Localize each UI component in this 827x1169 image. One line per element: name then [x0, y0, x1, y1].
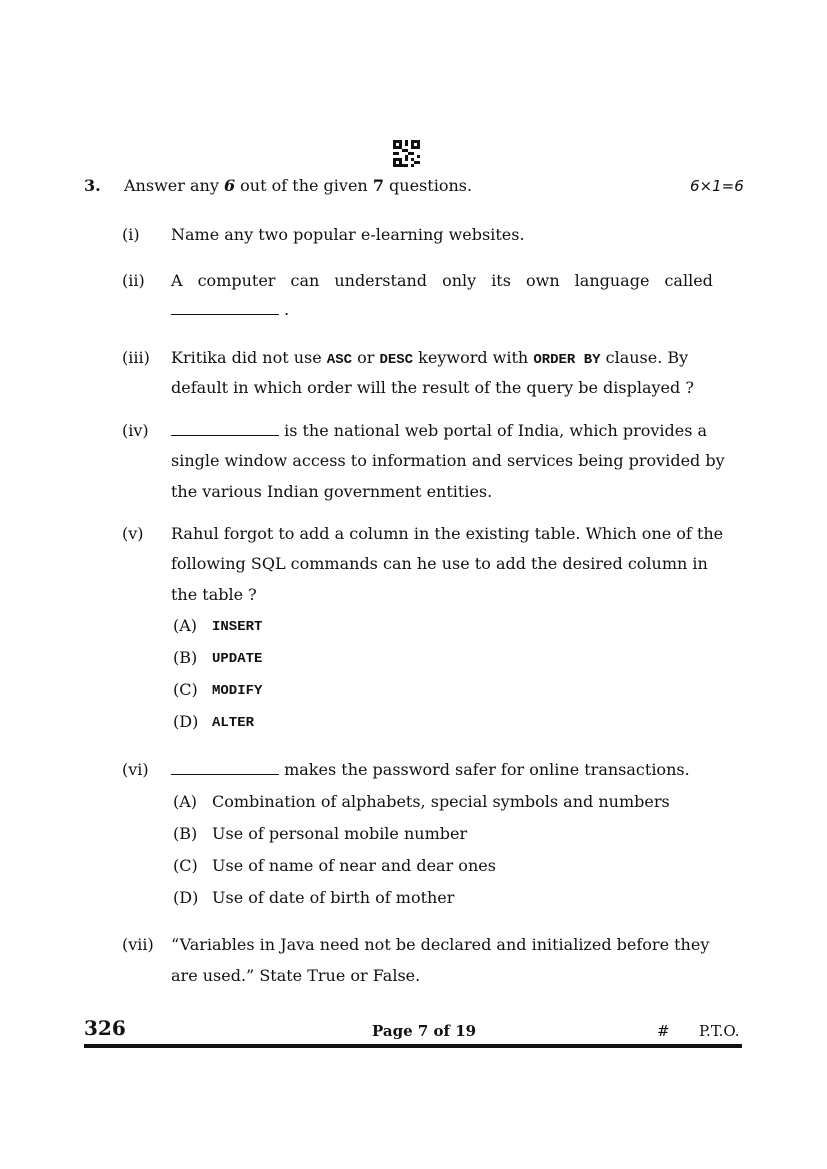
item-text-line3: the table ? — [171, 585, 257, 604]
word: can — [290, 271, 320, 290]
item-text-line2: following SQL commands can he use to add the desired column in — [171, 554, 708, 573]
item-label: (i) — [122, 225, 140, 244]
instruction-text: Answer any — [124, 176, 224, 195]
question-instruction — [124, 176, 472, 196]
word: its — [491, 271, 511, 290]
option-text: Use of date of birth of mother — [212, 888, 455, 907]
option-text: Use of name of near and dear ones — [212, 856, 496, 875]
fill-blank-line — [171, 300, 289, 320]
option-text: UPDATE — [212, 651, 263, 667]
keyword-order-by: ORDER BY — [533, 352, 601, 368]
item-text — [171, 271, 713, 291]
item-label: (iv) — [122, 421, 149, 440]
item-text — [171, 348, 688, 370]
option-text: INSERT — [212, 619, 263, 635]
blank — [171, 760, 279, 775]
hash-mark: # — [657, 1022, 670, 1040]
item-label: (v) — [122, 524, 144, 543]
option-key: (B) — [173, 648, 198, 667]
option-text: MODIFY — [212, 683, 263, 699]
word: own — [525, 271, 560, 290]
option-key: (C) — [173, 856, 198, 875]
option-key: (B) — [173, 824, 198, 843]
word: only — [442, 271, 477, 290]
item-text-line2: single window access to information and services being provided by — [171, 451, 725, 470]
item-text: “Variables in Java need not be declared and initialized before they — [171, 935, 710, 954]
option-key: (A) — [173, 792, 198, 811]
marks-scheme: 6×1=6 — [690, 177, 744, 195]
option-text: Combination of alphabets, special symbols and numbers — [212, 792, 670, 811]
instruction-count: 6 — [223, 176, 236, 195]
option-text: Use of personal mobile number — [212, 824, 468, 843]
keyword-desc: DESC — [379, 352, 414, 368]
qr-code-icon — [393, 140, 420, 167]
page-number: Page 7 of 19 — [372, 1022, 477, 1040]
word: A — [171, 271, 183, 290]
item-label: (iii) — [122, 348, 150, 367]
option-key: (D) — [173, 712, 199, 731]
item-text-line3: the various Indian government entities. — [171, 482, 493, 501]
item-text-line2: default in which order will the result of the query be displayed ? — [171, 378, 694, 397]
option-key: (A) — [173, 616, 198, 635]
instruction-text: out of the given — [235, 176, 373, 195]
blank — [171, 300, 279, 315]
item-text: Rahul forgot to add a column in the existing table. Which one of the — [171, 524, 724, 543]
pto-text: P.T.O. — [699, 1022, 740, 1040]
item-text-end: . — [279, 300, 290, 319]
item-text — [171, 760, 690, 780]
paper-code: 326 — [84, 1016, 126, 1040]
item-text-line2: are used.” State True or False. — [171, 966, 421, 985]
text-run: clause. By — [600, 348, 689, 367]
item-label: (vi) — [122, 760, 149, 779]
word: computer — [197, 271, 276, 290]
word: understand — [334, 271, 428, 290]
text-run: Kritika did not use — [171, 348, 327, 367]
footer-rule — [84, 1044, 742, 1048]
item-text — [171, 421, 707, 441]
option-key: (C) — [173, 680, 198, 699]
option-text: ALTER — [212, 715, 255, 731]
text-run: keyword with — [413, 348, 534, 367]
item-label: (vii) — [122, 935, 154, 954]
instruction-total: 7 — [372, 176, 384, 195]
option-key: (D) — [173, 888, 199, 907]
item-label: (ii) — [122, 271, 145, 290]
word: called — [664, 271, 713, 290]
keyword-asc: ASC — [326, 352, 353, 368]
text-run: or — [352, 348, 380, 367]
instruction-text: questions. — [383, 176, 473, 195]
item-text: Name any two popular e-learning websites. — [171, 225, 525, 244]
blank — [171, 421, 279, 436]
text-run: makes the password safer for online transactions. — [279, 760, 690, 779]
text-run: is the national web portal of India, which provides a — [279, 421, 708, 440]
word: language — [574, 271, 650, 290]
question-number: 3. — [84, 176, 101, 195]
